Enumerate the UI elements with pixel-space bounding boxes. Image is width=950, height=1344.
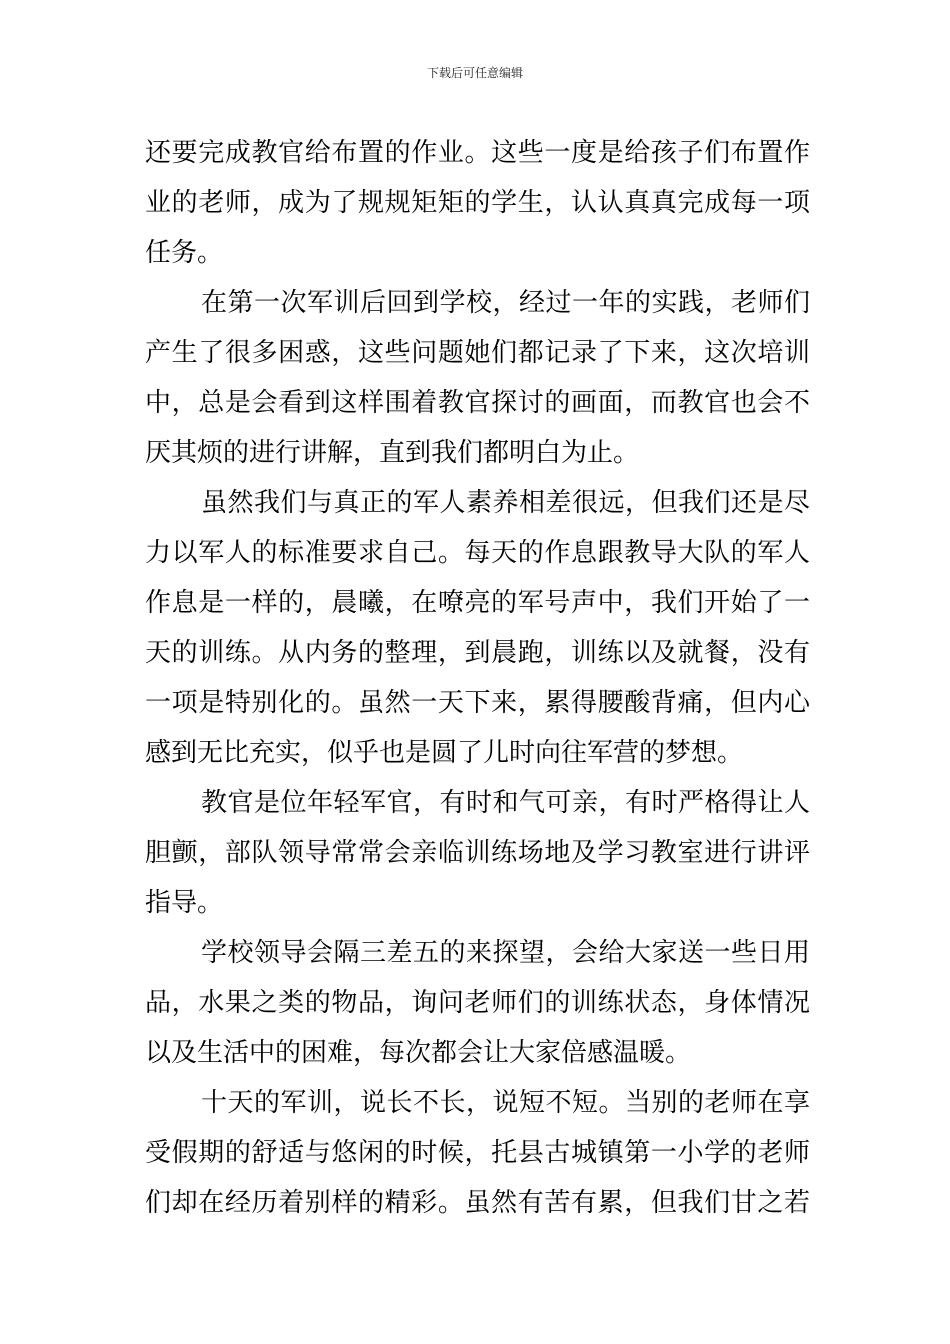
text-line: 还要完成教官给布置的作业。这些一度是给孩子们布置作: [145, 138, 810, 168]
text-line: 指导。: [145, 888, 224, 918]
text-line: 一项是特别化的。虽然一天下来，累得腰酸背痛，但内心: [145, 688, 810, 718]
paragraph-first-line: 虽然我们与真正的军人素养相差很远，但我们还是尽: [201, 488, 810, 518]
document-body: [145, 128, 810, 1228]
text-line: 业的老师，成为了规规矩矩的学生，认认真真完成每一项: [145, 188, 810, 218]
text-line: 以及生活中的困难，每次都会让大家倍感温暖。: [145, 1038, 692, 1068]
text-line: 天的训练。从内务的整理，到晨跑，训练以及就餐，没有: [145, 638, 810, 668]
text-line: 受假期的舒适与悠闲的时候，托县古城镇第一小学的老师: [145, 1138, 810, 1168]
text-line: 们却在经历着别样的精彩。虽然有苦有累，但我们甘之若: [145, 1188, 810, 1218]
text-line: 中，总是会看到这样围着教官探讨的画面，而教官也会不: [145, 388, 810, 418]
paragraph-first-line: 在第一次军训后回到学校，经过一年的实践，老师们: [201, 288, 810, 318]
text-line: 力以军人的标准要求自己。每天的作息跟教导大队的军人: [145, 538, 810, 568]
text-line: 任务。: [145, 238, 224, 268]
page-header: 下载后可任意编辑: [426, 66, 523, 80]
text-line: 作息是一样的，晨曦，在嘹亮的军号声中，我们开始了一: [145, 588, 810, 618]
text-line: 产生了很多困惑，这些问题她们都记录了下来，这次培训: [145, 338, 810, 368]
text-line: 厌其烦的进行讲解，直到我们都明白为止。: [145, 438, 640, 468]
text-line: 感到无比充实，似乎也是圆了儿时向往军营的梦想。: [145, 738, 744, 768]
text-line: 品，水果之类的物品，询问老师们的训练状态，身体情况: [145, 988, 810, 1018]
paragraph-first-line: 十天的军训，说长不长，说短不短。当别的老师在享: [201, 1088, 810, 1118]
paragraph-first-line: 教官是位年轻军官，有时和气可亲，有时严格得让人: [201, 788, 810, 818]
paragraph-first-line: 学校领导会隔三差五的来探望，会给大家送一些日用: [201, 938, 810, 968]
text-line: 胆颤，部队领导常常会亲临训练场地及学习教室进行讲评: [145, 838, 810, 868]
